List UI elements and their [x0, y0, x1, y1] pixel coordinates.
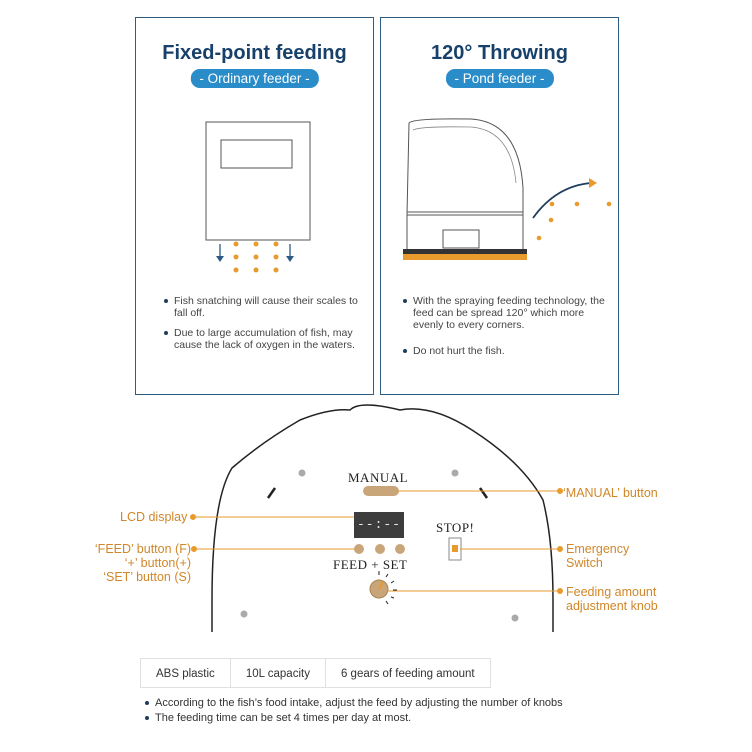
- lcd-display-callout: LCD display: [120, 510, 188, 524]
- screw-top-right: [452, 470, 459, 477]
- knob-callout-line1: Feeding amount: [566, 585, 657, 599]
- feed-set-label: FEED + SET: [333, 557, 408, 572]
- right-bullet: With the spraying feeding technology, the feed can be spread 120° which more evenly to every corners.: [403, 295, 613, 331]
- stop-label: STOP!: [436, 520, 475, 535]
- spec-boxes: [140, 658, 490, 688]
- spec-material: ABS plastic: [140, 658, 231, 688]
- emergency-switch-callout-line1: Emergency: [566, 542, 630, 556]
- right-slot: [480, 488, 487, 498]
- feature-notes: [145, 696, 563, 726]
- right-panel-title: 120° Throwing: [431, 42, 568, 64]
- emergency-switch-callout-line2: Switch: [566, 556, 603, 570]
- right-bullet: Do not hurt the fish.: [403, 345, 613, 357]
- emergency-switch-lever[interactable]: [452, 545, 458, 552]
- set-button[interactable]: [395, 544, 405, 554]
- manual-button-callout: ‘MANUAL’ button: [563, 486, 658, 500]
- plus-button-callout: ‘+’ button(+): [124, 556, 191, 570]
- left-panel-subtitle: - Ordinary feeder -: [190, 69, 318, 88]
- lcd-display: --:--: [354, 512, 404, 538]
- right-panel-subtitle: - Pond feeder -: [445, 69, 553, 88]
- plus-button[interactable]: [375, 544, 385, 554]
- manual-label: MANUAL: [348, 470, 409, 485]
- emergency-switch-callout: [566, 542, 629, 570]
- left-bullet: Due to large accumulation of fish, may cause the lack of oxygen in the waters.: [164, 327, 364, 351]
- manual-button[interactable]: [363, 486, 399, 496]
- feed-button-callout: ‘FEED’ button (F): [94, 542, 191, 556]
- set-button-callout: ‘SET’ button (S): [103, 570, 191, 584]
- note-item: The feeding time can be set 4 times per day at most.: [145, 711, 563, 726]
- knob-callout-line2: adjustment knob: [566, 599, 658, 613]
- spec-gears: 6 gears of feeding amount: [325, 658, 491, 688]
- screw-top-left: [299, 470, 306, 477]
- screw-bottom-right: [512, 615, 519, 622]
- left-slot: [268, 488, 275, 498]
- screw-bottom-left: [241, 611, 248, 618]
- left-panel-title: Fixed-point feeding: [162, 42, 347, 64]
- spec-capacity: 10L capacity: [230, 658, 326, 688]
- note-item: According to the fish’s food intake, adjust the feed by adjusting the number of knobs: [145, 696, 563, 711]
- knob-callout: [566, 585, 658, 613]
- left-bullet: Fish snatching will cause their scales to fall off.: [164, 295, 364, 319]
